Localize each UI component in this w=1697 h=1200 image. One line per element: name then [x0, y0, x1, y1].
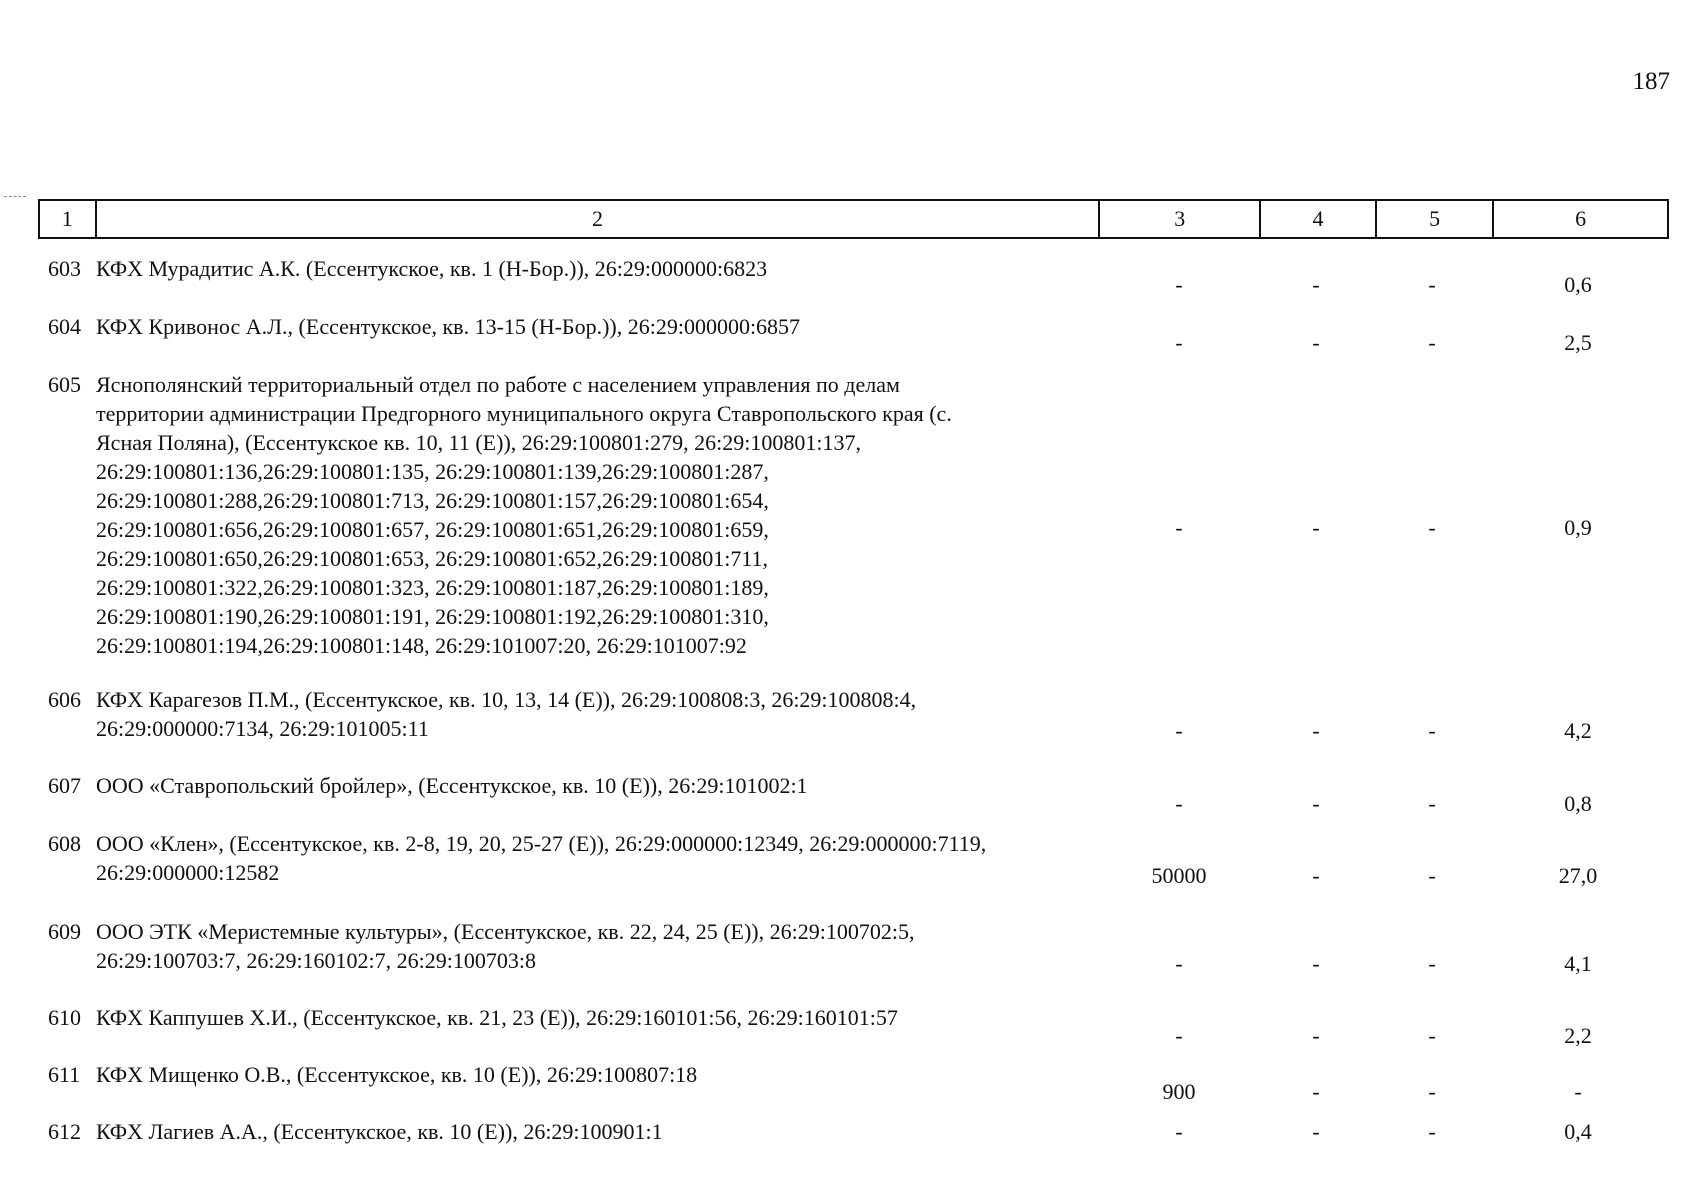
row-description: ООО ЭТК «Меристемные культуры», (Ессентукское, кв. 22, 24, 25 (Е)), 26:29:100702:5, 26:29:100703:7, 26:29:160102:7, 26:29:100703:8	[96, 919, 915, 973]
row-col6: 2,5	[1564, 330, 1592, 355]
row-col6: 0,9	[1564, 515, 1592, 540]
row-number: 612	[48, 1119, 81, 1144]
row-col4: -	[1312, 951, 1320, 976]
row-col5: -	[1428, 330, 1436, 355]
column-header-row	[39, 200, 1668, 238]
row-col4: -	[1312, 791, 1320, 816]
row-col4: -	[1312, 1023, 1320, 1048]
row-description: Яснополянский территориальный отдел по работе с населением управления по делам территории администрации Предгорного муниципального округа Ставропольского края (с. Ясная Поляна), (Ессентукское кв. 10, 11 (Е)), 26:29:100801:279, 26:29:100801:137, 26:29:100801:136,26:29:100801:135, 26:29:100801:139,26:29:100801:287, 26:29:100801:288,26:29:100801:713, 26:29:100801:157,26:29:100801:654, 26:29:100801:656,26:29:100801:657, 26:29:100801:651,26:29:100801:659, 26:29:100801:650,26:29:100801:653, 26:29:100801:652,26:29:100801:711, 26:29:100801:322,26:29:100801:323, 26:29:100801:187,26:29:100801:189, 26:29:100801:190,26:29:100801:191, 26:29:100801:192,26:29:100801:310, 26:29:100801:194,26:29:100801:148, 26:29:101007:20, 26:29:101007:92	[96, 372, 952, 658]
row-col4: -	[1312, 1079, 1320, 1104]
row-col6: 0,6	[1564, 272, 1592, 297]
row-col6: 4,2	[1564, 718, 1592, 743]
column-header-5: 5	[1376, 200, 1493, 238]
row-col4: -	[1312, 1119, 1320, 1144]
row-number: 607	[48, 773, 81, 798]
row-description: КФХ Кривонос А.Л., (Ессентукское, кв. 13-15 (Н-Бор.)), 26:29:000000:6857	[96, 314, 801, 339]
row-description: КФХ Каппушев Х.И., (Ессентукское, кв. 21, 23 (Е)), 26:29:160101:56, 26:29:160101:57	[96, 1005, 898, 1030]
row-description: КФХ Лагиев А.А., (Ессентукское, кв. 10 (Е)), 26:29:100901:1	[96, 1119, 663, 1144]
column-header-table	[38, 199, 1669, 239]
row-number: 611	[48, 1062, 81, 1087]
row-description: ООО «Ставропольский бройлер», (Ессентукское, кв. 10 (Е)), 26:29:101002:1	[96, 773, 808, 798]
page-number: 187	[1632, 68, 1670, 95]
row-col3: -	[1175, 718, 1183, 743]
row-description: КФХ Карагезов П.М., (Ессентукское, кв. 10, 13, 14 (Е)), 26:29:100808:3, 26:29:100808:4, 26:29:000000:7134, 26:29:101005:11	[96, 687, 917, 741]
column-header-6: 6	[1493, 200, 1668, 238]
row-number: 610	[48, 1005, 81, 1030]
row-col5: -	[1428, 272, 1436, 297]
row-description: ООО «Клен», (Ессентукское, кв. 2-8, 19, 20, 25-27 (Е)), 26:29:000000:12349, 26:29:000000:7119, 26:29:000000:12582	[96, 831, 987, 885]
row-number: 606	[48, 687, 81, 712]
row-col5: -	[1428, 515, 1436, 540]
row-col6: -	[1574, 1079, 1582, 1104]
row-number: 609	[48, 919, 81, 944]
row-col3: -	[1175, 791, 1183, 816]
row-col5: -	[1428, 1023, 1436, 1048]
row-number: 603	[48, 256, 81, 281]
column-header-1: 1	[39, 200, 96, 238]
row-col5: -	[1428, 1119, 1436, 1144]
row-number: 605	[48, 372, 81, 397]
row-col3: -	[1175, 272, 1183, 297]
row-col3: -	[1175, 1119, 1183, 1144]
row-number: 608	[48, 831, 81, 856]
row-col5: -	[1428, 1079, 1436, 1104]
row-col3: -	[1175, 1023, 1183, 1048]
row-col6: 0,8	[1564, 791, 1592, 816]
row-col4: -	[1312, 863, 1320, 888]
row-description: КФХ Мищенко О.В., (Ессентукское, кв. 10 (Е)), 26:29:100807:18	[96, 1062, 698, 1087]
row-col6: 2,2	[1564, 1023, 1592, 1048]
row-col6: 4,1	[1564, 951, 1592, 976]
column-header-3: 3	[1099, 200, 1260, 238]
column-header-2: 2	[96, 200, 1100, 238]
row-col5: -	[1428, 718, 1436, 743]
row-col5: -	[1428, 791, 1436, 816]
row-col4: -	[1312, 272, 1320, 297]
row-col5: -	[1428, 863, 1436, 888]
row-col3: 50000	[1151, 863, 1207, 888]
scan-mark	[4, 196, 26, 198]
row-col6: 27,0	[1558, 863, 1598, 888]
column-header-4: 4	[1260, 200, 1376, 238]
row-col5: -	[1428, 951, 1436, 976]
row-col4: -	[1312, 515, 1320, 540]
row-col3: 900	[1162, 1079, 1196, 1104]
row-col3: -	[1175, 951, 1183, 976]
row-col4: -	[1312, 330, 1320, 355]
row-col3: -	[1175, 330, 1183, 355]
row-col3: -	[1175, 515, 1183, 540]
row-col4: -	[1312, 718, 1320, 743]
row-number: 604	[48, 314, 81, 339]
row-col6: 0,4	[1564, 1119, 1592, 1144]
row-description: КФХ Мурадитис А.К. (Ессентукское, кв. 1 (Н-Бор.)), 26:29:000000:6823	[96, 256, 768, 281]
